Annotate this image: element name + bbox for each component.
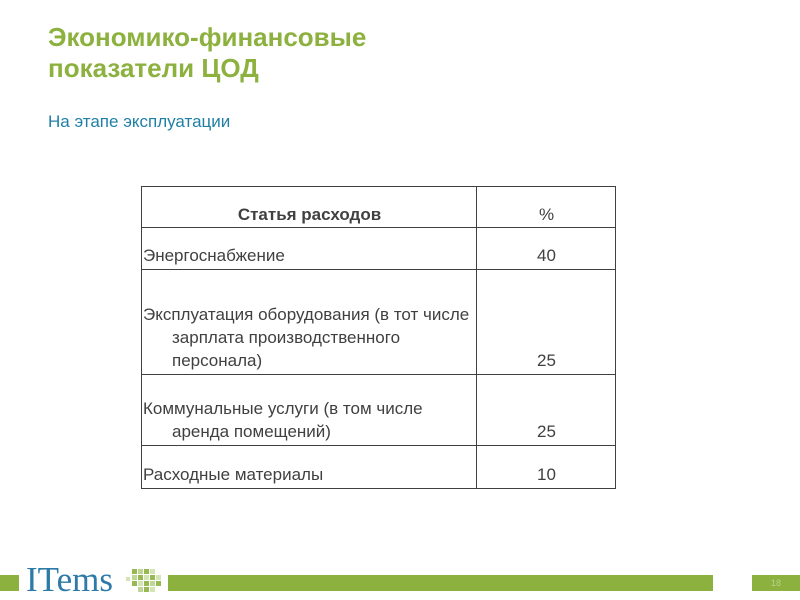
- table-row: [142, 228, 616, 270]
- cost-table: [141, 186, 616, 489]
- cost-item-cell: [142, 375, 477, 446]
- grid-cube-icon: [124, 563, 168, 597]
- cost-item-label: Расходные материалы: [143, 465, 324, 484]
- cost-item-cell: [142, 446, 477, 489]
- percent-cell: 40: [477, 228, 616, 270]
- percent-cell: 10: [477, 446, 616, 489]
- slide-title-line-2: показатели ЦОД: [48, 53, 259, 83]
- header-cost-item: Статья расходов: [142, 187, 477, 228]
- page-number: 18: [771, 578, 782, 588]
- percent-cell: 25: [477, 375, 616, 446]
- slide-title: [48, 22, 366, 84]
- table-row: [142, 375, 616, 446]
- cost-item-label: Энергоснабжение: [143, 246, 285, 265]
- table-header-row: [142, 187, 616, 228]
- cost-item-label: Эксплуатация оборудования (в тот числе зарплата производственного персонала): [143, 305, 470, 370]
- cost-item-label: Коммунальные услуги (в том числе аренда помещений): [143, 399, 423, 441]
- header-percent: %: [477, 187, 616, 228]
- footer-bar-left: [0, 575, 19, 591]
- cost-item-cell: [142, 228, 477, 270]
- slide-title-line-1: Экономико-финансовые: [48, 22, 367, 52]
- table-row: [142, 270, 616, 375]
- table-row: [142, 446, 616, 489]
- footer-bar: [168, 575, 713, 591]
- percent-cell: 25: [477, 270, 616, 375]
- slide-subtitle: На этапе эксплуатации: [48, 112, 231, 131]
- footer-logo-text: ITems: [26, 560, 113, 599]
- cost-item-cell: [142, 270, 477, 375]
